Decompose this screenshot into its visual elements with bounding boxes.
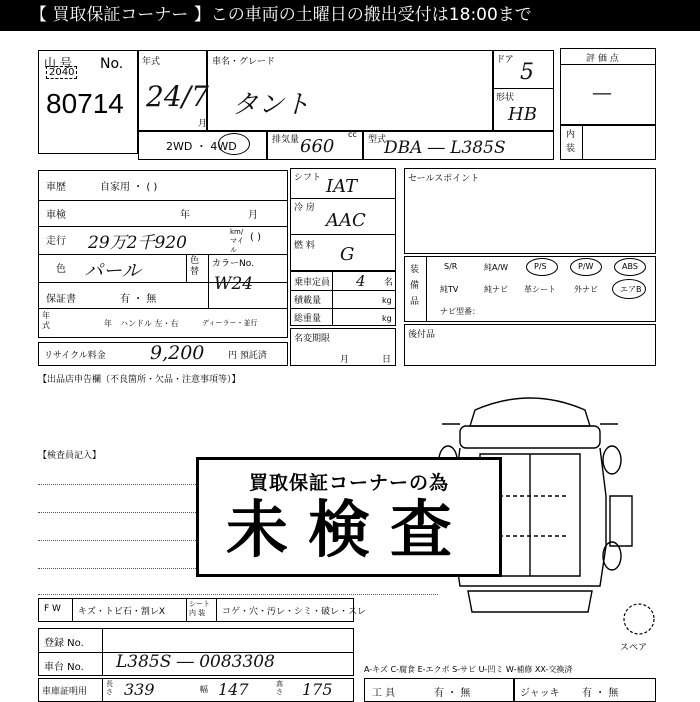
equip-pw-circle [570, 258, 602, 276]
equip-airbag-circle [612, 279, 646, 299]
shift-label: シフト [294, 173, 322, 183]
car-name-value: タント [232, 90, 311, 120]
banner: 【 買取保証コーナー 】この車両の土曜日の搬出受付は18:00まで [0, 0, 700, 31]
drive-label: 2WD ・ 4WD [166, 140, 237, 153]
mileage-label: 走行 [46, 236, 66, 247]
load-label: 積載量 [294, 296, 322, 306]
seat-label: シート 内 装 [189, 600, 210, 617]
equip-leather: 革シート [524, 285, 556, 294]
model-value: DBA ― L385S [384, 138, 506, 158]
chassis-label: 車台 No. [44, 662, 84, 673]
equip-tv: 純TV [440, 285, 459, 294]
shaken-month: 月 [248, 210, 258, 221]
aircon-value: AAC [326, 210, 366, 231]
shape-label: 形状 [496, 93, 515, 103]
shape-value: HB [508, 104, 537, 125]
color-value: パール [84, 260, 141, 282]
equip-sr: S/R [444, 262, 458, 271]
fuel-value: G [340, 244, 355, 265]
equip-ps: P/S [534, 262, 547, 271]
garage-height: 175 [302, 680, 333, 699]
aircon-label: 冷 房 [294, 203, 315, 213]
garage-height-label: 高さ [276, 680, 283, 696]
lot-number: 80714 [46, 88, 124, 119]
car-name-label: 車名・グレード [212, 57, 276, 67]
mileage-unit: km/マイル [230, 228, 244, 254]
weight-unit: kg [382, 314, 392, 323]
date-row-label: 年 式 [42, 311, 50, 330]
score-value: — [592, 80, 612, 104]
color-no-value: W24 [214, 274, 254, 294]
chassis-value: L385S ― 0083308 [116, 652, 275, 672]
equip-abs: ABS [622, 262, 638, 271]
year-label: 年式 [142, 57, 161, 67]
shaken-year: 年 [180, 210, 190, 221]
doors-label: ドア [496, 55, 514, 65]
tools-label: 工 具 [372, 688, 396, 699]
jack-options: 有 ・ 無 [582, 688, 619, 699]
registration-label: 登録 No. [44, 638, 84, 649]
capacity-unit: 名 [384, 278, 394, 288]
mileage-suffix: ( ) [250, 232, 261, 243]
displacement-value: 660 [300, 136, 335, 157]
color-change: 色替 [190, 256, 200, 277]
load-unit: kg [382, 296, 392, 305]
equip-aw: 純A/W [484, 263, 509, 272]
damage-legend: A-キズ C-腐食 E-エクボ S-サビ U-凹ミ W-補修 XX-交換済 [364, 665, 573, 674]
weight-label: 総重量 [294, 314, 322, 324]
post-fitted-box [404, 324, 656, 366]
stamp-top-text: 買取保証コーナーの為 [248, 472, 449, 494]
recycle-value: 9,200 [150, 342, 205, 364]
stamp-main-text: 未検査 [225, 493, 472, 566]
navi-model-label: ナビ型番： [440, 307, 480, 316]
equip-ext-navi: 外ナビ [574, 285, 598, 294]
spare-tire-icon [622, 602, 656, 636]
garage-length-label: 長さ [106, 680, 113, 696]
tools-options: 有 ・ 無 [434, 688, 471, 699]
spare-label: スペア [620, 643, 648, 653]
inspector-label: 【検査員記入】 [38, 451, 102, 461]
recycle-unit: 円 預託済 [228, 351, 267, 361]
drive-4wd-circle [218, 133, 250, 155]
lot-no-label: No. [100, 56, 124, 72]
displacement-unit: cc [348, 130, 357, 139]
color-no-label: カラーNo. [212, 259, 254, 269]
displacement-label: 排気量 [272, 135, 300, 145]
garage-width-label: 幅 [200, 685, 208, 694]
date-row-handle: ハンドル 左・右 [120, 319, 179, 328]
doors-value: 5 [520, 60, 534, 85]
garage-label: 車庫証明用 [42, 687, 88, 697]
history-options: 自家用 ・ ( ) [100, 182, 158, 193]
model-label: 型式 [368, 135, 387, 145]
fuel-label: 燃 料 [294, 241, 315, 251]
recycle-label: リサイクル料金 [44, 351, 106, 361]
warranty-label: 保証書 [46, 294, 76, 305]
year-value: 24/7 [146, 80, 209, 113]
shift-value: IAT [326, 176, 358, 197]
name-change-label: 名変期限 [294, 334, 331, 344]
equip-abs-circle [614, 258, 646, 276]
seat-text: コゲ・穴・汚レ・シミ・破レ・スレ [222, 607, 367, 617]
color-label: 色 [56, 264, 66, 275]
equipment-label: 装 備 品 [410, 265, 420, 307]
name-change-month: 月 [340, 355, 350, 365]
garage-width: 147 [218, 680, 249, 699]
date-row-year: 年 [104, 319, 112, 328]
sales-point-label: セールスポイント [408, 174, 480, 184]
uninspected-stamp [196, 457, 502, 577]
warranty-options: 有 ・ 無 [120, 294, 157, 305]
equip-airbag: エアB [620, 285, 642, 294]
mileage-value: 29万2千920 [88, 233, 187, 253]
history-label: 車歴 [46, 182, 66, 193]
post-fitted-label: 後付品 [408, 330, 436, 340]
fw-label: F W [44, 604, 61, 614]
capacity-value: 4 [356, 272, 366, 290]
lot-lane: 2040 [46, 66, 77, 79]
equip-ps-circle [526, 258, 558, 276]
interior-label: 内 装 [566, 130, 576, 154]
year-month-unit: 月 [198, 119, 208, 129]
notes-label: 【出品店申告欄（不良箇所・欠品・注意事項等）】 [38, 375, 241, 385]
name-change-day: 日 [382, 355, 392, 365]
shaken-label: 車検 [46, 210, 66, 221]
score-label: 評 価 点 [586, 54, 619, 64]
equip-pw: P/W [578, 262, 594, 271]
lot-yama-label: 山 号 [44, 56, 72, 70]
date-row-dealer: ディーラー・並行 [202, 319, 258, 327]
fw-text: キズ・トビ石・割レX [78, 607, 165, 617]
equip-navi: 純ナビ [484, 285, 508, 294]
capacity-label: 乗車定員 [294, 278, 331, 288]
garage-length: 339 [124, 680, 155, 699]
jack-label: ジャッキ [520, 688, 560, 699]
